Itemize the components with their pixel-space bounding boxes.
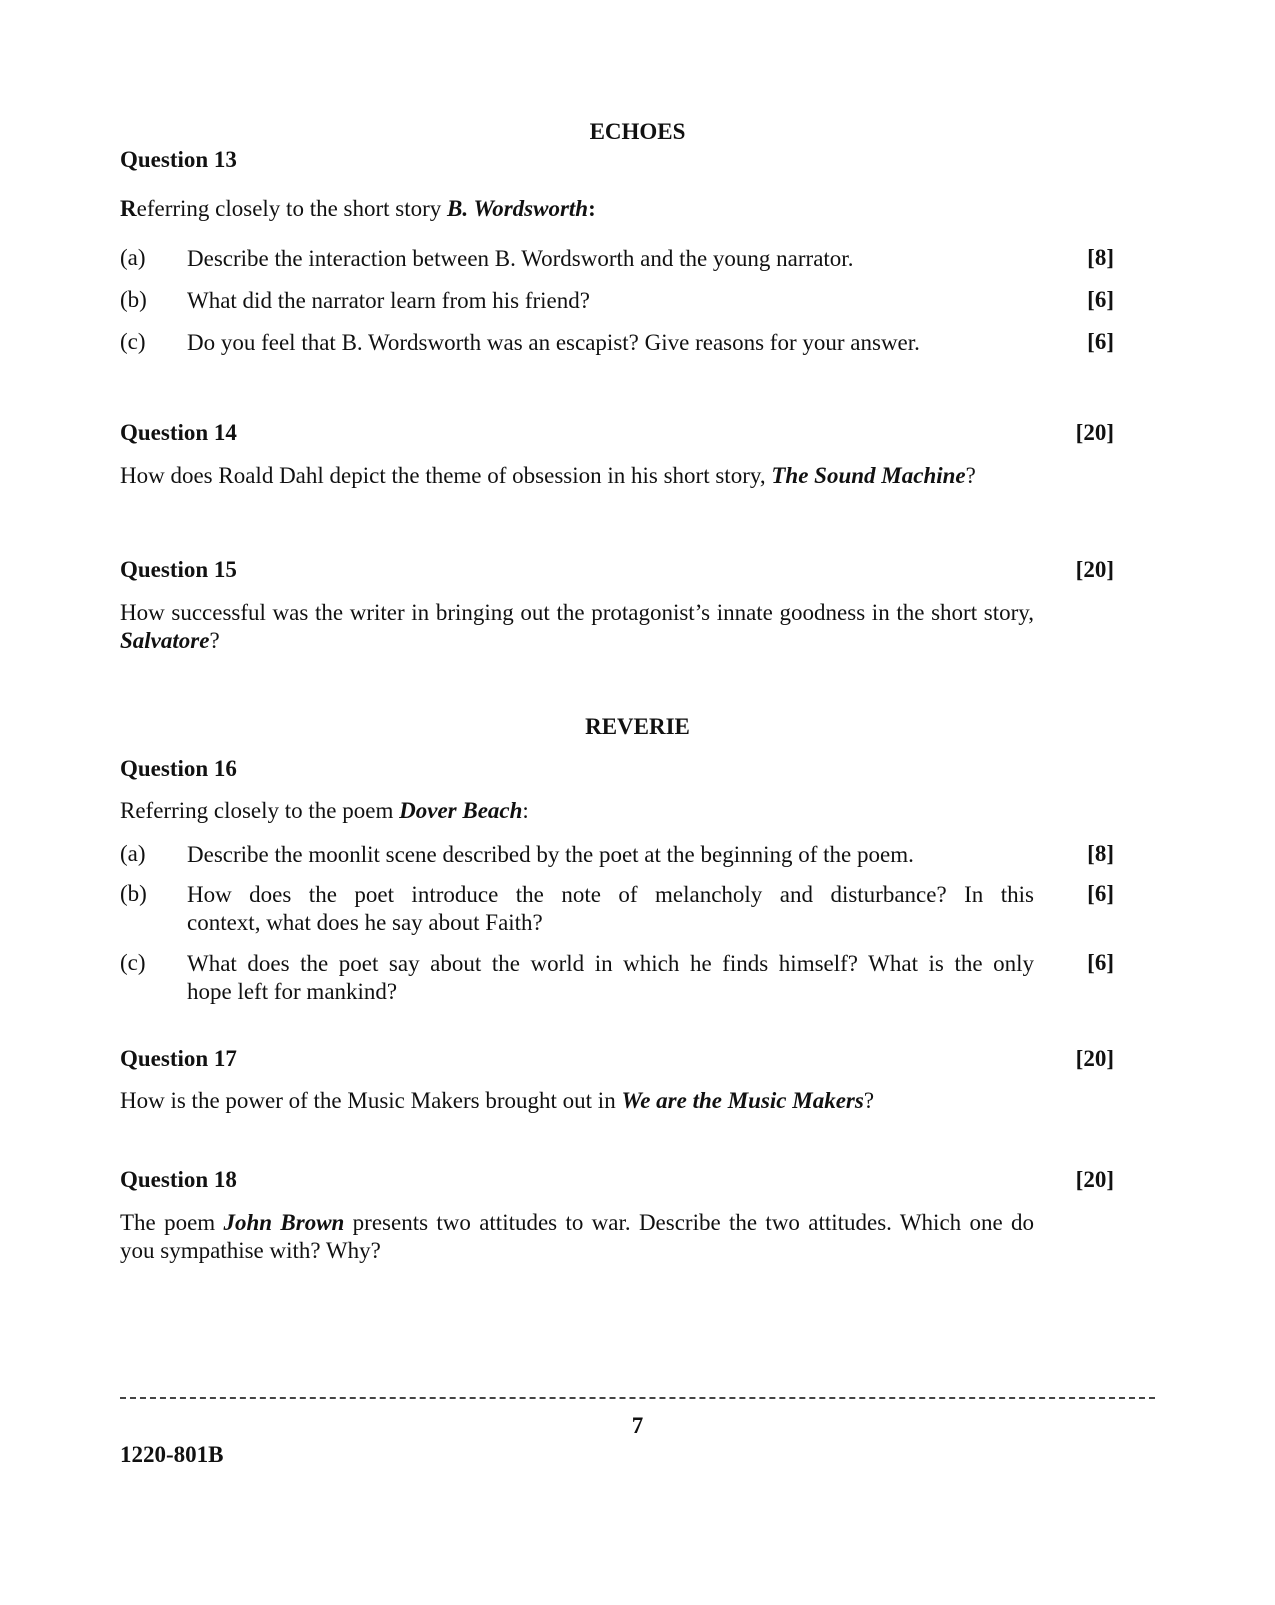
q13-item-b-marks: [6] (1087, 287, 1114, 312)
question-16-title: Question 16 (120, 756, 237, 781)
work-title: Salvatore (120, 628, 210, 653)
question-18-text (120, 1209, 1034, 1265)
section-heading-reverie: REVERIE (585, 714, 690, 739)
q16-item-c-line2: hope left for mankind? (187, 979, 398, 1004)
work-title: The Sound Machine (771, 463, 966, 488)
intro-initial: R (120, 196, 137, 221)
question-18-title: Question 18 (120, 1167, 237, 1192)
page-number: 7 (631, 1413, 644, 1438)
q14-text-before: How does Roald Dahl depict the theme of obsession in his short story, (120, 463, 772, 488)
question-17-text (120, 1088, 874, 1114)
intro-text: eferring closely to the short story (136, 196, 448, 221)
q16-item-b-marks: [6] (1087, 881, 1114, 906)
question-17-title: Question 17 (120, 1046, 237, 1071)
q15-text-before: How successful was the writer in bringing out the protagonist’s innate goodness in the short story, (120, 600, 1034, 625)
question-14-title: Question 14 (120, 420, 237, 445)
question-17-marks: [20] (1075, 1046, 1114, 1071)
q16-item-c-marks: [6] (1087, 950, 1114, 975)
question-14-marks: [20] (1075, 420, 1114, 445)
q13-item-a-text: Describe the interaction between B. Wordsworth and the young narrator. (187, 246, 854, 271)
q18-text-before: The poem (120, 1210, 224, 1235)
footer-divider (120, 1397, 1155, 1399)
q16-item-b-label: (b) (120, 881, 147, 906)
q16-item-c-line1: What does the poet say about the world in which he finds himself? What is the only (187, 951, 1034, 976)
q13-item-b-text: What did the narrator learn from his friend? (187, 288, 590, 313)
q16-item-c-label: (c) (120, 950, 146, 975)
intro-text: Referring closely to the poem (120, 798, 400, 823)
q16-item-a-text: Describe the moonlit scene described by the poet at the beginning of the poem. (187, 842, 914, 867)
q18-text-after: presents two attitudes to war. Describe the two attitudes. Which one do you sympathise with? Why? (120, 1210, 1035, 1263)
q16-item-a-label: (a) (120, 841, 146, 866)
q13-item-c-marks: [6] (1087, 329, 1114, 354)
q13-item-a-label: (a) (120, 245, 146, 270)
work-title: B. Wordsworth (447, 196, 589, 221)
question-13-title: Question 13 (120, 147, 237, 172)
paper-code: 1220-801B (120, 1442, 224, 1467)
q13-item-c-text: Do you feel that B. Wordsworth was an escapist? Give reasons for your answer. (187, 330, 920, 355)
work-title: John Brown (223, 1210, 345, 1235)
intro-colon: : (522, 798, 529, 823)
q15-text-after: ? (209, 628, 220, 653)
question-15-text (120, 599, 1034, 655)
work-title: We are the Music Makers (621, 1088, 864, 1113)
q13-item-b-label: (b) (120, 287, 147, 312)
q17-text-before: How is the power of the Music Makers brought out in (120, 1088, 622, 1113)
q16-item-b-line2: context, what does he say about Faith? (187, 910, 543, 935)
question-13-intro (120, 196, 596, 222)
work-title: Dover Beach (399, 798, 523, 823)
question-16-intro (120, 798, 529, 824)
question-14-text (120, 462, 1034, 490)
q13-item-c-label: (c) (120, 329, 146, 354)
question-15-title: Question 15 (120, 557, 237, 582)
q17-text-after: ? (863, 1088, 875, 1113)
question-15-marks: [20] (1075, 557, 1114, 582)
q14-text-after: ? (965, 463, 976, 488)
intro-colon: : (588, 196, 596, 221)
q13-item-a-marks: [8] (1087, 245, 1114, 270)
question-18-marks: [20] (1075, 1167, 1114, 1192)
q16-item-a-marks: [8] (1087, 841, 1114, 866)
section-heading-echoes: ECHOES (589, 119, 686, 144)
q16-item-b-line1: How does the poet introduce the note of melancholy and disturbance? In this (187, 882, 1034, 907)
